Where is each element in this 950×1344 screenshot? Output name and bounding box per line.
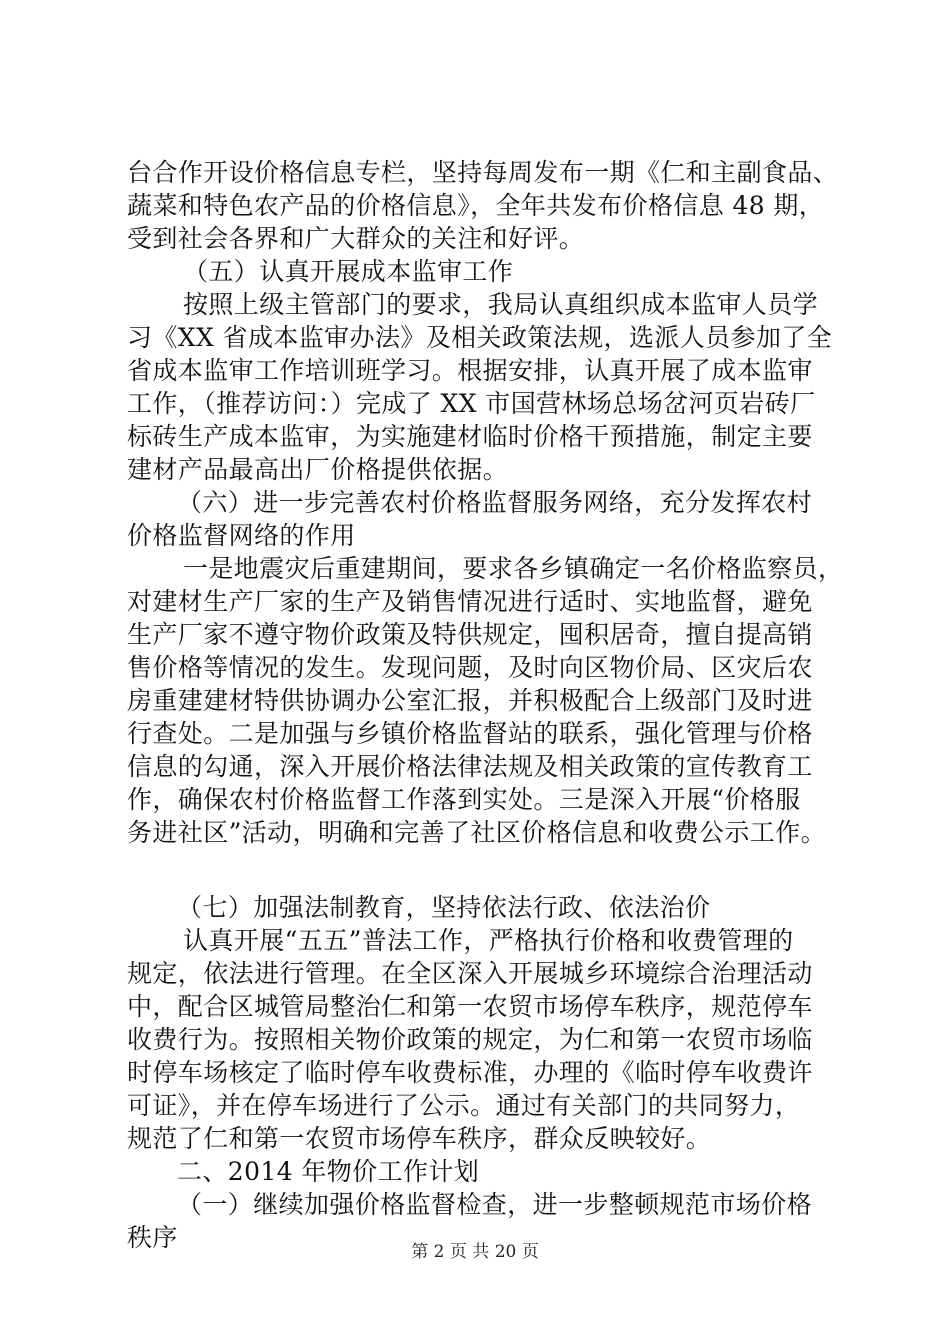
- text-line: 收费行为。按照相关物价政策的规定，为仁和第一农贸市场临: [127, 1025, 813, 1054]
- text-line: 价格监督网络的作用: [127, 521, 356, 550]
- text-line: 习《XX 省成本监审办法》及相关政策法规，选派人员参加了全: [127, 323, 833, 352]
- text-line: 可证》，并在停车场进行了公示。通过有关部门的共同努力，: [127, 1091, 801, 1120]
- text-line: 秩序: [127, 1223, 178, 1252]
- text-line: 蔬菜和特色农产品的价格信息》，全年共发布价格信息 48 期，: [127, 191, 825, 220]
- text-line: 台合作开设价格信息专栏，坚持每周发布一期《仁和主副食品、: [127, 158, 839, 187]
- text-line: 规范了仁和第一农贸市场停车秩序，群众反映较好。: [127, 1124, 712, 1153]
- text-line: 标砖生产成本监审，为实施建材临时价格干预措施，制定主要: [127, 422, 813, 451]
- text-line: 房重建建材特供协调办公室汇报，并积极配合上级部门及时进: [127, 686, 813, 715]
- text-line: 中，配合区城管局整治仁和第一农贸市场停车秩序，规范停车: [127, 992, 813, 1021]
- section-heading: （一）继续加强价格监督检查，进一步整顿规范市场价格: [177, 1190, 813, 1219]
- text-line: 作，确保农村价格监督工作落到实处。三是深入开展“价格服: [127, 785, 801, 814]
- text-line: 信息的勾通，深入开展价格法律法规及相关政策的宣传教育工: [127, 752, 813, 781]
- section-heading: （五）认真开展成本监审工作: [183, 257, 514, 286]
- text-line: 建材产品最高出厂价格提供依据。: [127, 455, 509, 484]
- text-line: 对建材生产厂家的生产及销售情况进行适时、实地监督，避免: [127, 587, 813, 616]
- section-heading: （七）加强法制教育，坚持依法行政、依法治价: [177, 893, 711, 922]
- section-heading: 二、2014 年物价工作计划: [177, 1157, 480, 1186]
- text-line: 受到社会各界和广大群众的关注和好评。: [127, 224, 585, 253]
- section-heading: （六）进一步完善农村价格监督服务网络，充分发挥农村: [177, 488, 813, 517]
- text-line: 行查处。二是加强与乡镇价格监督站的联系，强化管理与价格: [127, 719, 813, 748]
- text-line: 时停车场核定了临时停车收费标准，办理的《临时停车收费许: [127, 1058, 813, 1087]
- text-line: 省成本监审工作培训班学习。根据安排，认真开展了成本监审: [127, 356, 813, 385]
- text-line: 务进社区”活动，明确和完善了社区价格信息和收费公示工作。: [127, 818, 826, 847]
- text-line: 规定，依法进行管理。在全区深入开展城乡环境综合治理活动: [127, 959, 813, 988]
- text-line: 售价格等情况的发生。发现问题，及时向区物价局、区灾后农: [127, 653, 813, 682]
- paragraph-gap: [127, 849, 827, 891]
- page-number-footer: 第 2 页 共 20 页: [411, 1242, 539, 1262]
- text-line: 工作，（推荐访问：）完成了 XX 市国营林场总场岔河页岩砖厂: [127, 389, 816, 418]
- paragraph-start: 认真开展“五五”普法工作，严格执行价格和收费管理的: [183, 926, 794, 955]
- document-body: [127, 156, 844, 1254]
- text-line: 生产厂家不遵守物价政策及特供规定，囤积居奇，擅自提高销: [127, 620, 813, 649]
- paragraph-start: 一是地震灾后重建期间，要求各乡镇确定一名价格监察员，: [183, 554, 844, 583]
- paragraph-start: 按照上级主管部门的要求，我局认真组织成本监审人员学: [183, 290, 819, 319]
